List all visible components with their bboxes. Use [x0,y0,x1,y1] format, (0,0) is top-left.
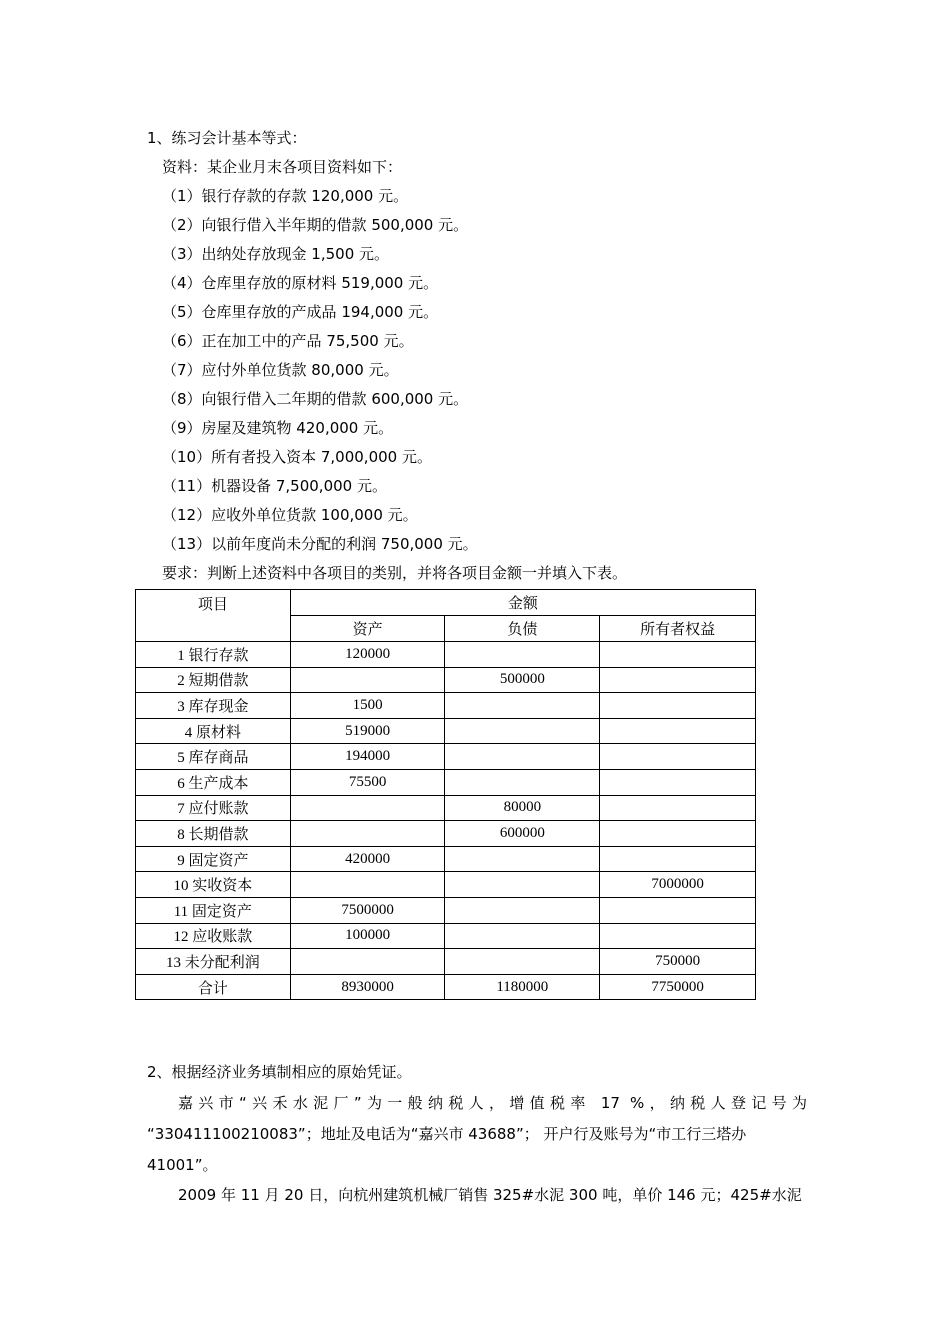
row-equity-cell [600,795,756,821]
row-item-cell: 11 固定资产 [136,897,291,923]
row-asset-cell: 120000 [290,642,445,668]
row-equity-cell: 750000 [600,949,756,975]
header-liability: 负债 [445,616,600,642]
row-item-cell: 7 应付账款 [136,795,291,821]
section1-heading: 1、练习会计基本等式： [147,129,307,147]
row-liability-cell [445,923,600,949]
table-header-row [136,590,756,616]
table-row [136,897,756,923]
table-row [136,821,756,847]
row-asset-cell: 100000 [290,923,445,949]
row-item-cell: 1 银行存款 [136,642,291,668]
table-row [136,846,756,872]
accounting-table [135,589,756,1000]
row-asset-cell: 75500 [290,769,445,795]
row-liability-cell: 80000 [445,795,600,821]
section1-requirement: 要求：判断上述资料中各项目的类别，并将各项目金额一并填入下表。 [162,564,628,582]
row-item-cell: 9 固定资产 [136,846,291,872]
row-item-cell: 3 库存现金 [136,693,291,719]
section1-intro: 资料：某企业月末各项目资料如下： [162,158,403,176]
list-item: （13）以前年度尚未分配的利润 750,000 元。 [162,535,478,553]
row-asset-cell: 519000 [290,718,445,744]
row-equity-cell [600,744,756,770]
table-row [136,667,756,693]
row-liability-cell: 1180000 [445,974,600,1000]
list-item: （12）应收外单位货款 100,000 元。 [162,506,418,524]
row-equity-cell [600,769,756,795]
list-item: （10）所有者投入资本 7,000,000 元。 [162,448,432,466]
section2-para1-line3: 41001”。 [147,1156,218,1174]
row-equity-cell [600,821,756,847]
table-row [136,718,756,744]
row-item-cell: 6 生产成本 [136,769,291,795]
table-row [136,949,756,975]
row-item-cell: 10 实收资本 [136,872,291,898]
row-item-cell: 4 原材料 [136,718,291,744]
row-liability-cell [445,872,600,898]
row-liability-cell [445,744,600,770]
row-asset-cell [290,949,445,975]
table-row [136,872,756,898]
section2-para1-line1: 嘉兴市“兴禾水泥厂”为一般纳税人，增值税率 17 %，纳税人登记号为 [178,1094,807,1112]
list-item: （9）房屋及建筑物 420,000 元。 [162,419,394,437]
list-item: （4）仓库里存放的原材料 519,000 元。 [162,274,439,292]
list-item: （8）向银行借入二年期的借款 600,000 元。 [162,390,469,408]
row-item-cell: 2 短期借款 [136,667,291,693]
row-asset-cell: 420000 [290,846,445,872]
row-asset-cell: 8930000 [290,974,445,1000]
row-asset-cell: 7500000 [290,897,445,923]
row-equity-cell [600,923,756,949]
row-asset-cell [290,667,445,693]
row-liability-cell [445,769,600,795]
row-asset-cell [290,795,445,821]
list-item: （7）应付外单位货款 80,000 元。 [162,361,399,379]
list-item: （6）正在加工中的产品 75,500 元。 [162,332,414,350]
row-asset-cell: 194000 [290,744,445,770]
table-row [136,744,756,770]
row-item-cell: 8 长期借款 [136,821,291,847]
row-asset-cell: 1500 [290,693,445,719]
row-liability-cell: 600000 [445,821,600,847]
row-equity-cell: 7000000 [600,872,756,898]
list-item: （3）出纳处存放现金 1,500 元。 [162,245,390,263]
table-row [136,693,756,719]
section2-para1-line2: “330411100210083”；地址及电话为“嘉兴市 43688”； 开户行及账号为“市工行三塔办 [147,1125,747,1143]
header-equity: 所有者权益 [600,616,756,642]
list-item: （5）仓库里存放的产成品 194,000 元。 [162,303,439,321]
row-liability-cell [445,846,600,872]
table-total-row [136,974,756,1000]
row-equity-cell [600,718,756,744]
row-item-cell: 合计 [136,974,291,1000]
header-item: 项目 [136,590,291,642]
list-item: （1）银行存款的存款 120,000 元。 [162,187,409,205]
row-item-cell: 5 库存商品 [136,744,291,770]
row-equity-cell [600,642,756,668]
header-asset: 资产 [290,616,445,642]
table-row [136,795,756,821]
table-row [136,923,756,949]
section2-para2-line1: 2009 年 11 月 20 日，向杭州建筑机械厂销售 325#水泥 300 吨，单价 146 元；425#水泥 [178,1186,802,1204]
section2-heading: 2、根据经济业务填制相应的原始凭证。 [147,1063,412,1081]
row-asset-cell [290,872,445,898]
header-amount: 金额 [290,590,755,616]
row-item-cell: 13 未分配利润 [136,949,291,975]
row-item-cell: 12 应收账款 [136,923,291,949]
row-equity-cell [600,693,756,719]
row-liability-cell [445,693,600,719]
row-equity-cell [600,897,756,923]
row-asset-cell [290,821,445,847]
row-liability-cell [445,718,600,744]
table-row [136,769,756,795]
row-liability-cell [445,949,600,975]
row-equity-cell [600,667,756,693]
row-liability-cell [445,642,600,668]
row-liability-cell [445,897,600,923]
row-equity-cell [600,846,756,872]
table-row [136,642,756,668]
row-liability-cell: 500000 [445,667,600,693]
list-item: （2）向银行借入半年期的借款 500,000 元。 [162,216,469,234]
row-equity-cell: 7750000 [600,974,756,1000]
list-item: （11）机器设备 7,500,000 元。 [162,477,387,495]
